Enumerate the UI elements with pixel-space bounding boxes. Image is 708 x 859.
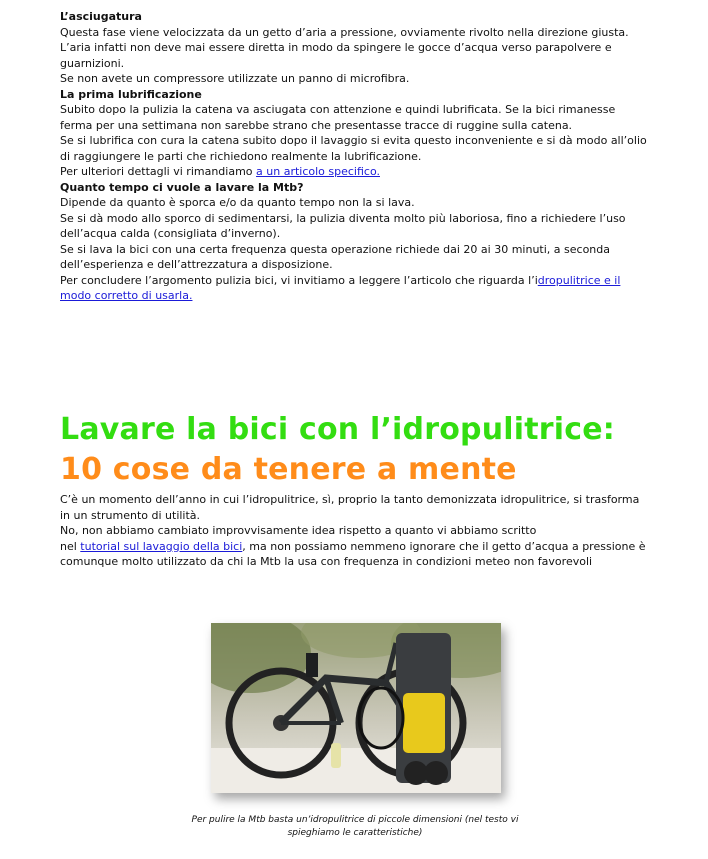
- heading-time: Quanto tempo ci vuole a lavare la Mtb?: [60, 180, 304, 194]
- link-specific-article[interactable]: a un articolo specifico.: [256, 165, 380, 178]
- paragraph: Se si dà modo allo sporco di sedimentarsi, la pulizia diventa molto più laboriosa, fino a richiedere l’uso dell’acqua calda (consigliata d’inverno).: [60, 211, 626, 240]
- paragraph: Se si lava la bici con una certa frequenza questa operazione richiede dai 20 ai 30 minuti, a seconda dell’esperienza e dell’attrezzatura a disposizione.: [60, 242, 610, 271]
- paragraph: Se non avete un compressore utilizzate un panno di microfibra.: [60, 72, 410, 85]
- article-title: [60, 410, 680, 490]
- paragraph: Questa fase viene velocizzata da un getto d’aria a pressione, ovviamente rivolto nella direzione giusta.: [60, 25, 629, 39]
- link-pressure-washer-article[interactable]: dropulitrice e il modo corretto di usarla.: [60, 273, 621, 302]
- paragraph: No, non abbiamo cambiato improvvisamente idea rispetto a quanto vi abbiamo scritto: [60, 524, 537, 537]
- paragraph: Se si lubrifica con cura la catena subito dopo il lavaggio si evita questo inconveniente e si dà modo all’olio di raggiungere le parti che richiedono realmente la lubrificazione.: [60, 134, 647, 163]
- title-line-1: Lavare la bici con l’idropulitrice:: [60, 412, 615, 447]
- heading-drying: L’asciugatura: [60, 10, 142, 23]
- heading-lubrication: La prima lubrificazione: [60, 87, 202, 101]
- photo-caption: Per pulire la Mtb basta un’idropulitrice di piccole dimensioni (nel testo vi spieghiamo le caratteristiche): [191, 815, 519, 838]
- paragraph: [60, 164, 650, 180]
- paragraph: C’è un momento dell’anno in cui l’idropulitrice, sì, proprio la tanto demonizzata idropulitrice, si trasforma in un strumento di utilità.: [60, 493, 640, 522]
- link-bike-wash-tutorial[interactable]: tutorial sul lavaggio della bici: [80, 539, 243, 553]
- paragraph: [60, 273, 650, 304]
- paragraph: Dipende da quanto è sporca e/o da quanto tempo non la si lava.: [60, 196, 415, 209]
- paragraph-text: nel: [60, 539, 81, 553]
- title-line-2: 10 cose da tenere a mente: [60, 452, 517, 487]
- article-section-drying-lube: [60, 9, 650, 304]
- paragraph: Subito dopo la pulizia la catena va asciugata con attenzione e quindi lubrificata. Se la bici rimanesse ferma per una settimana non sarebbe strano che presentasse tracce di ruggine sulla catena.: [60, 103, 616, 132]
- paragraph-text: Per concludere l’argomento pulizia bici, vi invitiamo a leggere l’articolo che riguarda l’i: [60, 273, 538, 287]
- paragraph: [60, 539, 650, 570]
- bike-pressure-washer-photo: [211, 623, 501, 793]
- paragraph-text: , ma non possiamo nemmeno ignorare che il getto d’acqua a pressione è comunque molto utilizzato da chi la Mtb la usa con frequenza in condizioni meteo non favorevoli: [60, 539, 646, 568]
- paragraph: L’aria infatti non deve mai essere diretta in modo da spingere le gocce d’acqua verso parapolvere e guarnizioni.: [60, 41, 612, 70]
- article-intro: [60, 492, 650, 570]
- paragraph-text: Per ulteriori dettagli vi rimandiamo: [60, 165, 257, 178]
